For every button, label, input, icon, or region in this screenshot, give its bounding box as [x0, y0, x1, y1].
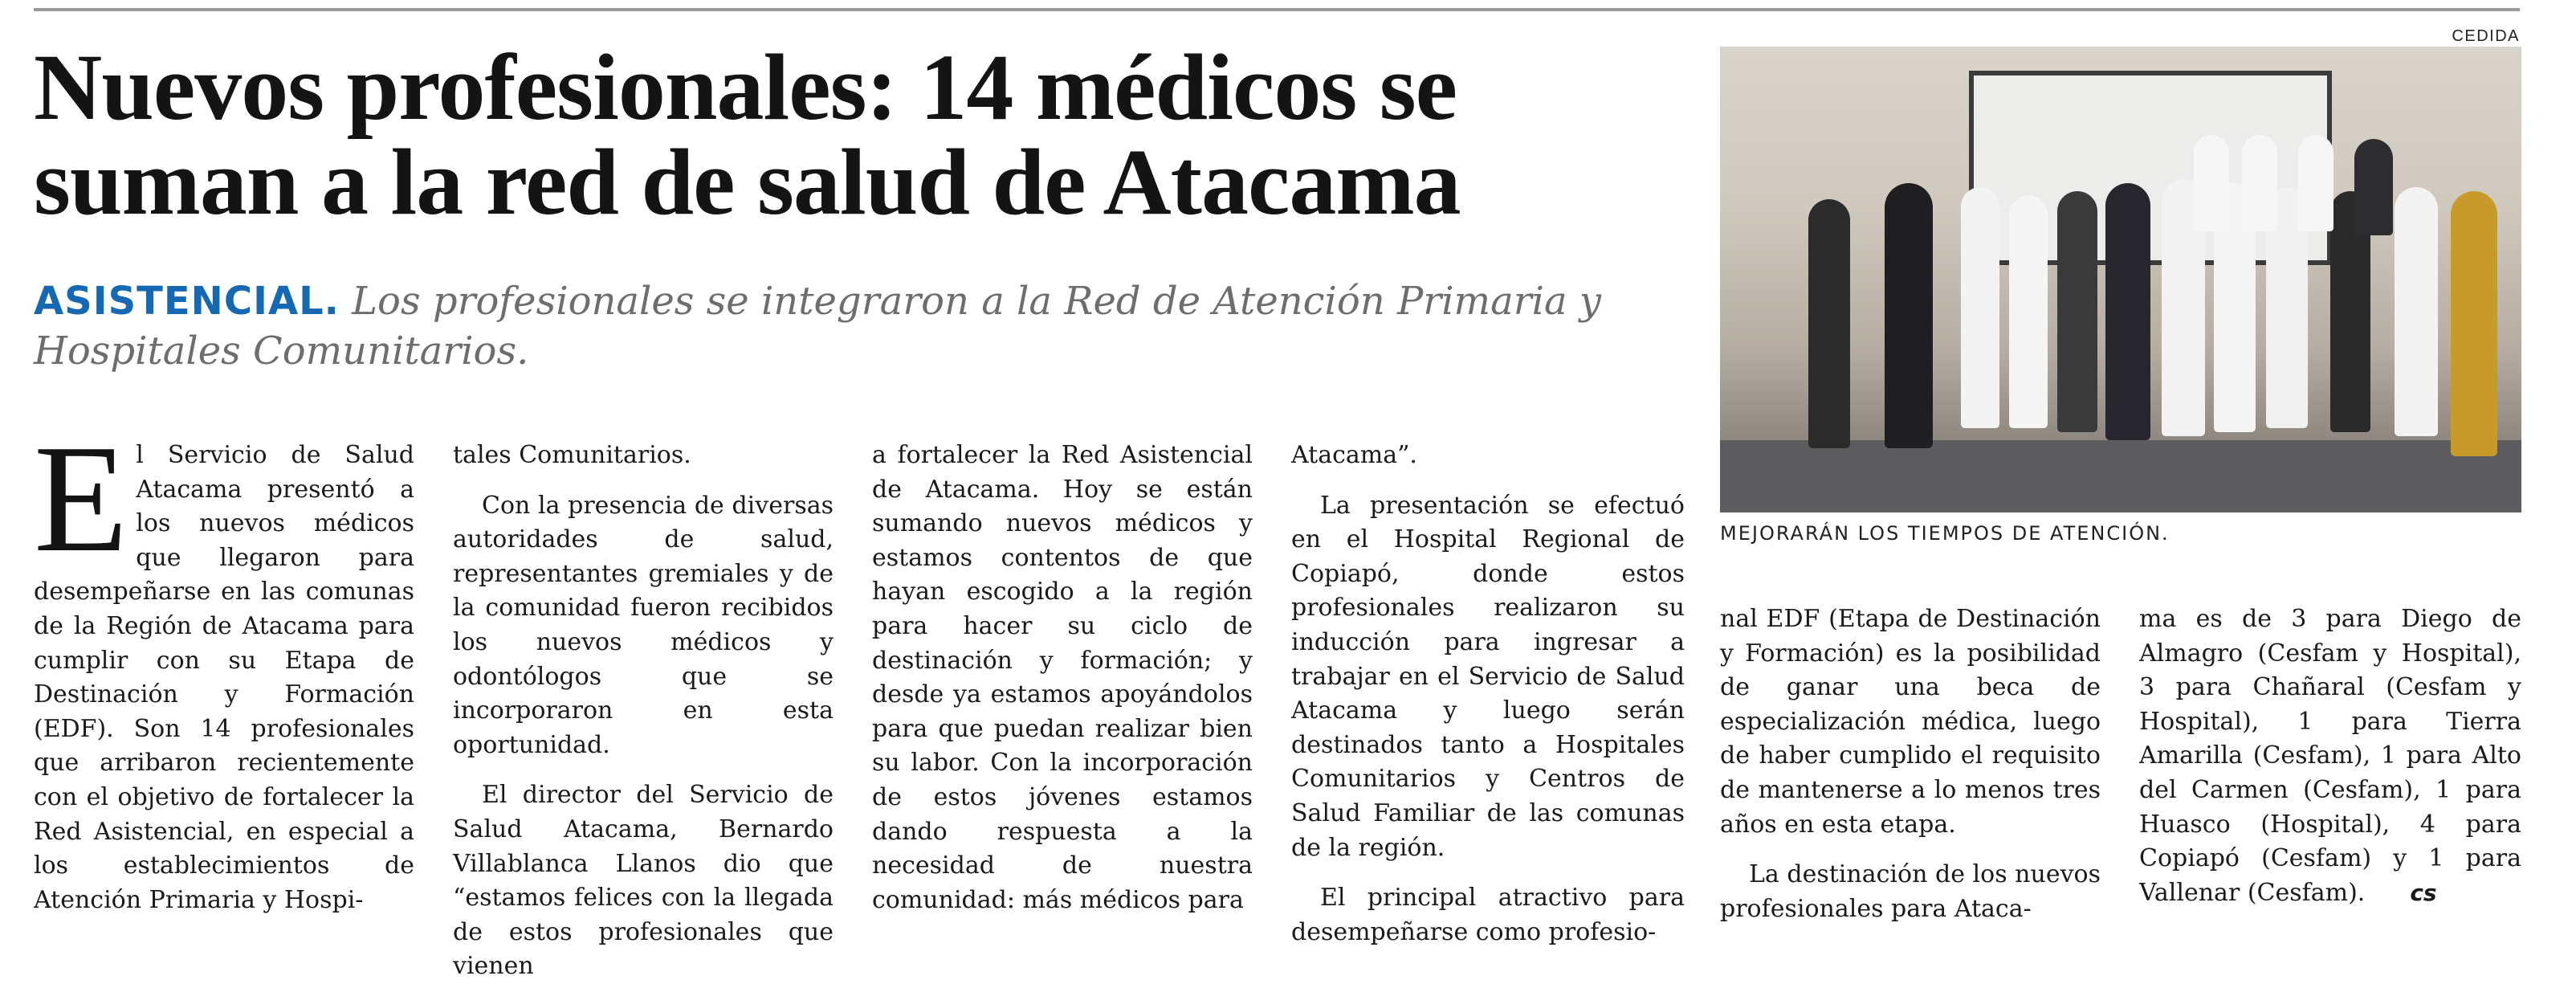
col5-p1: nal EDF (Etapa de Destinación y Formación) es la posibilidad de ganar una beca de especialización médica, luego de haber cumplido el requisito de mantenerse a lo menos tres años en esta etapa.: [1720, 605, 2101, 839]
col4-p3: El principal atractivo para desempeñarse como profesio-: [1291, 884, 1685, 946]
col1-lead: l Servicio de Salud Atacama presentó a los nuevos médicos que llegaron para desempeñarse en las comunas de la Región de Atacama para cumplir con su Etapa de Destinación y Formación (EDF). Son 14 profesionales que arribaron recientemente con el objetivo de fortalecer la Red Asistencial, en especial a los establecimientos de Atención Primaria y Hospi-: [34, 441, 414, 914]
col6-text: ma es de 3 para Diego de Almagro (Cesfam y Hospital), 3 para Chañaral (Cesfam y Hospital), 1 para Tierra Amarilla (Cesfam), 1 para Alto del Carmen (Cesfam), 1 para Huasco (Hospital), 4 para Copiapó (Cesfam) y 1 para Vallenar (Cesfam).: [2139, 605, 2521, 907]
person-figure: [2105, 183, 2150, 440]
person-figure: [2194, 135, 2229, 231]
body-column-4: [1291, 439, 1685, 949]
person-figure: [2009, 195, 2048, 428]
body-column-6: [2139, 602, 2521, 910]
drop-cap: E: [34, 413, 128, 584]
col4-p1: Atacama”.: [1291, 441, 1417, 469]
body-column-5: [1720, 602, 2101, 926]
top-rule: [34, 8, 2520, 11]
col6-p1: [2139, 602, 2521, 910]
col5-p2: La destinación de los nuevos profesionales para Ataca-: [1720, 860, 2101, 923]
col3-p1: a fortalecer la Red Asistencial de Atacama. Hoy se están sumando nuevos médicos y estamos contentos de que hayan escogido a la región para hacer su ciclo de destinación y formación; y desde ya estamos apoyándolos para que puedan realizar bien su labor. Con la incorporación de estos jóvenes estamos dando respuesta a la necesidad de nuestra comunidad: más médicos para: [872, 441, 1253, 914]
col4-p2: La presentación se efectuó en el Hospital Regional de Copiapó, donde estos profesionales realizaron su inducción para ingresar a trabajar en el Servicio de Salud Atacama y luego serán destinados tanto a Hospitales Comunitarios y Centros de Salud Familiar de las comunas de la región.: [1291, 491, 1685, 862]
body-column-2: [453, 439, 834, 984]
headline: Nuevos profesionales: 14 médicos se suman a la red de salud de Atacama: [34, 35, 1461, 235]
photo-credit: CEDIDA: [2452, 27, 2520, 45]
photo-caption: MEJORARÁN LOS TIEMPOS DE ATENCIÓN.: [1720, 522, 2170, 545]
person-figure: [1885, 183, 1933, 448]
person-figure: [2057, 191, 2097, 432]
end-mark: cs: [2410, 879, 2437, 906]
col2-p3: El director del Servicio de Salud Atacama, Bernardo Villablanca Llanos dio que “estamos felices con la llegada de estos profesionales que vienen: [453, 781, 834, 981]
col1-paragraph: [34, 413, 414, 917]
person-figure: [1808, 199, 1850, 448]
col2-p1: tales Comunitarios.: [453, 441, 691, 469]
body-column-3: [872, 439, 1253, 917]
group-photo-icon: [1720, 47, 2521, 512]
person-figure: [2395, 187, 2438, 436]
col2-p2: Con la presencia de diversas autoridades de salud, representantes gremiales y de la comunidad fueron recibidos los nuevos médicos y odontólogos que se incorporaron en esta oportunidad.: [453, 491, 834, 759]
person-figure: [2242, 135, 2277, 231]
person-figure: [1961, 187, 1999, 428]
photo-floor: [1720, 440, 2521, 512]
person-figure: [2298, 135, 2333, 231]
person-figure: [2354, 139, 2393, 235]
subhead: [34, 276, 1688, 376]
person-figure: [2451, 191, 2497, 456]
body-column-1: [34, 413, 414, 917]
kicker: ASISTENCIAL.: [34, 279, 340, 324]
subhead-text: Los profesionales se integraron a la Red de Atención Primaria y Hospitales Comunitarios.: [34, 279, 1601, 374]
